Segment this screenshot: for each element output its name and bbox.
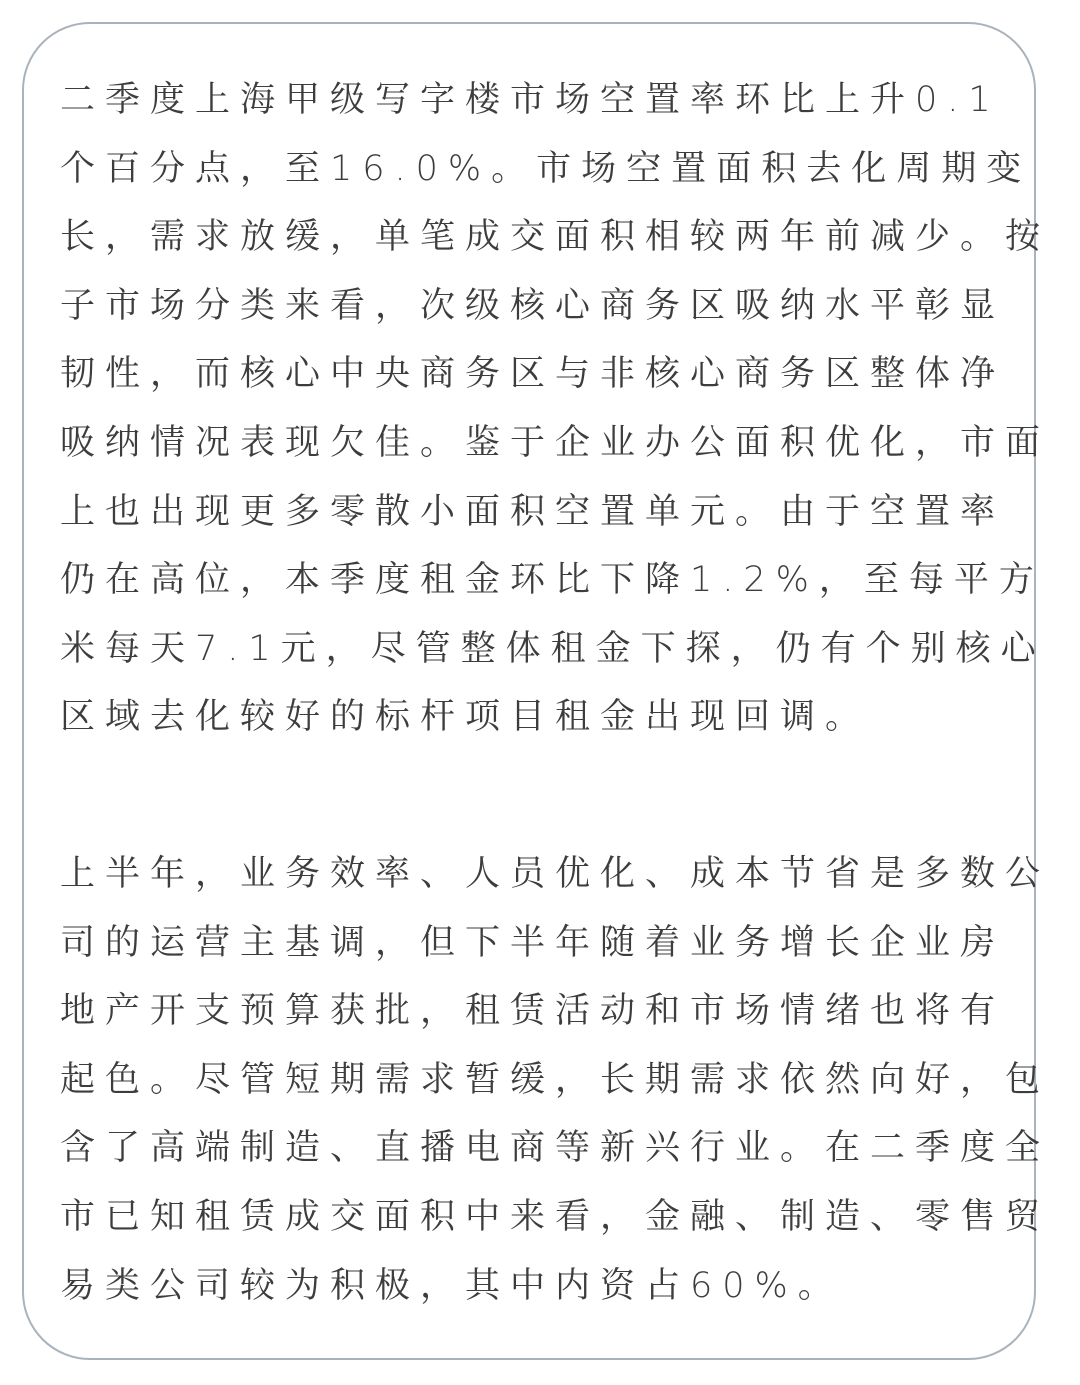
text-line: 区域去化较好的标杆项目租金出现回调。 [60, 697, 871, 738]
text-line: 长，需求放缓，单笔成交面积相较两年前减少。按 [60, 217, 1051, 258]
text-line: 韧性，而核心中央商务区与非核心商务区整体净 [60, 354, 1006, 395]
text-line: 米每天7.1元，尽管整体租金下探，仍有个别核心 [60, 628, 1046, 669]
text-line: 吸纳情况表现欠佳。鉴于企业办公面积优化，市面 [60, 422, 1051, 463]
text-line: 地产开支预算获批，租赁活动和市场情绪也将有 [60, 991, 1006, 1032]
paragraph-office-market [60, 66, 1051, 752]
text-line: 司的运营主基调，但下半年随着业务增长企业房 [60, 922, 1006, 963]
text-line: 市已知租赁成交面积中来看，金融、制造、零售贸 [60, 1196, 1051, 1237]
text-line: 个百分点，至16.0%。市场空置面积去化周期变 [60, 148, 1032, 189]
text-line: 仍在高位，本季度租金环比下降1.2%，至每平方 [60, 560, 1044, 601]
text-line: 上半年，业务效率、人员优化、成本节省是多数公 [60, 854, 1051, 894]
text-line: 起色。尽管短期需求暂缓，长期需求依然向好，包 [60, 1059, 1051, 1100]
text-line: 易类公司较为积极，其中内资占60%。 [60, 1265, 843, 1306]
text-line: 二季度上海甲级写字楼市场空置率环比上升0.1 [60, 80, 1001, 120]
paragraph-outlook [60, 840, 1051, 1320]
text-line: 上也出现更多零散小面积空置单元。由于空置率 [60, 491, 1006, 532]
text-line: 子市场分类来看，次级核心商务区吸纳水平彰显 [60, 285, 1006, 326]
text-line: 含了高端制造、直播电商等新兴行业。在二季度全 [60, 1128, 1051, 1169]
